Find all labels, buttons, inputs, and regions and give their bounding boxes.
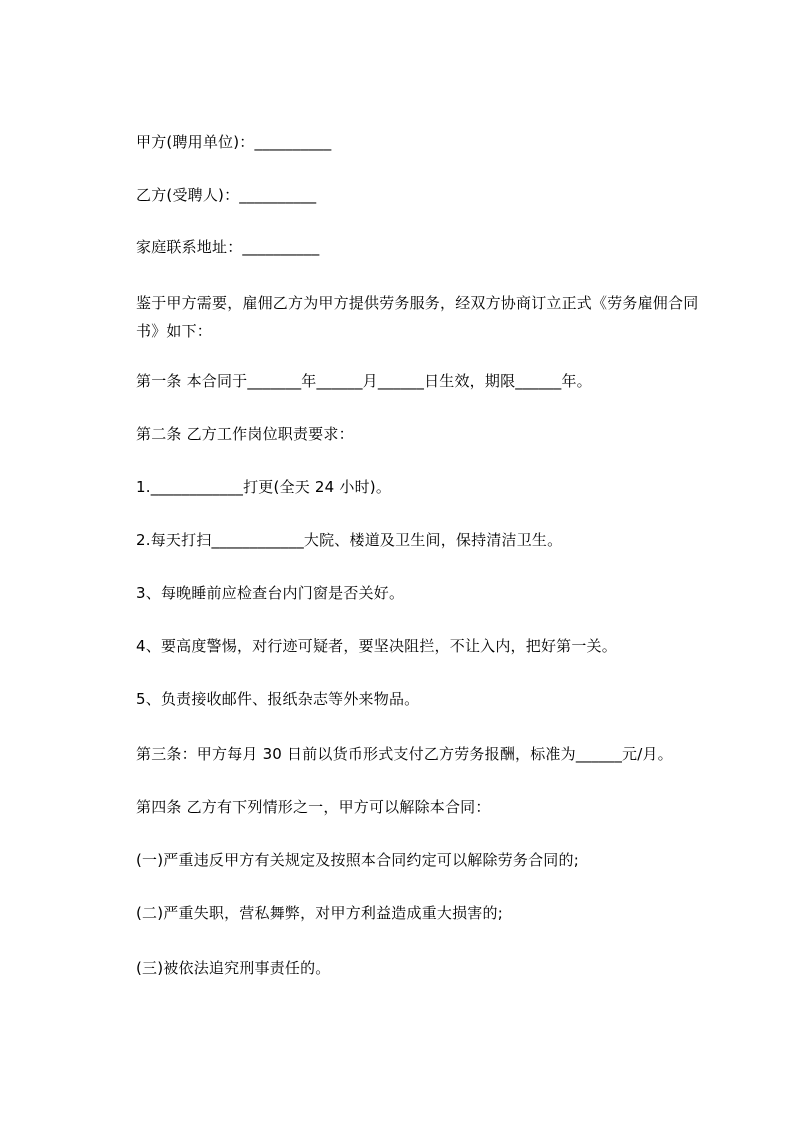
duty-1: 1.____________打更(全天 24 小时)。 (136, 478, 392, 496)
article-4-title: 第四条 乙方有下列情形之一，甲方可以解除本合同： (136, 798, 491, 816)
party-b-line: 乙方(受聘人)：__________ (136, 186, 317, 204)
duty-5: 5、负责接收邮件、报纸杂志等外来物品。 (136, 690, 420, 708)
clause-1: (一)严重违反甲方有关规定及按照本合同约定可以解除劳务合同的; (136, 851, 579, 869)
preamble-paragraph: 鉴于甲方需要，雇佣乙方为甲方提供劳务服务，经双方协商订立正式《劳务雇佣合同书》如下： (136, 294, 699, 340)
home-address-line: 家庭联系地址：__________ (136, 238, 320, 256)
clause-3: (三)被依法追究刑事责任的。 (136, 959, 331, 977)
duty-3: 3、每晚睡前应检查台内门窗是否关好。 (136, 584, 405, 602)
duty-4: 4、要高度警惕，对行迹可疑者，要坚决阻拦，不让入内，把好第一关。 (136, 637, 617, 655)
article-2-title: 第二条 乙方工作岗位职责要求： (136, 425, 354, 443)
clause-2: (二)严重失职，营私舞弊，对甲方利益造成重大损害的; (136, 904, 503, 922)
article-3: 第三条：甲方每月 30 日前以货币形式支付乙方劳务报酬，标准为______元/月。 (136, 745, 673, 763)
article-1: 第一条 本合同于_______年______月______日生效，期限______年。 (136, 372, 592, 390)
party-a-line: 甲方(聘用单位)：__________ (136, 133, 332, 151)
duty-2: 2.每天打扫____________大院、楼道及卫生间，保持清洁卫生。 (136, 531, 563, 549)
